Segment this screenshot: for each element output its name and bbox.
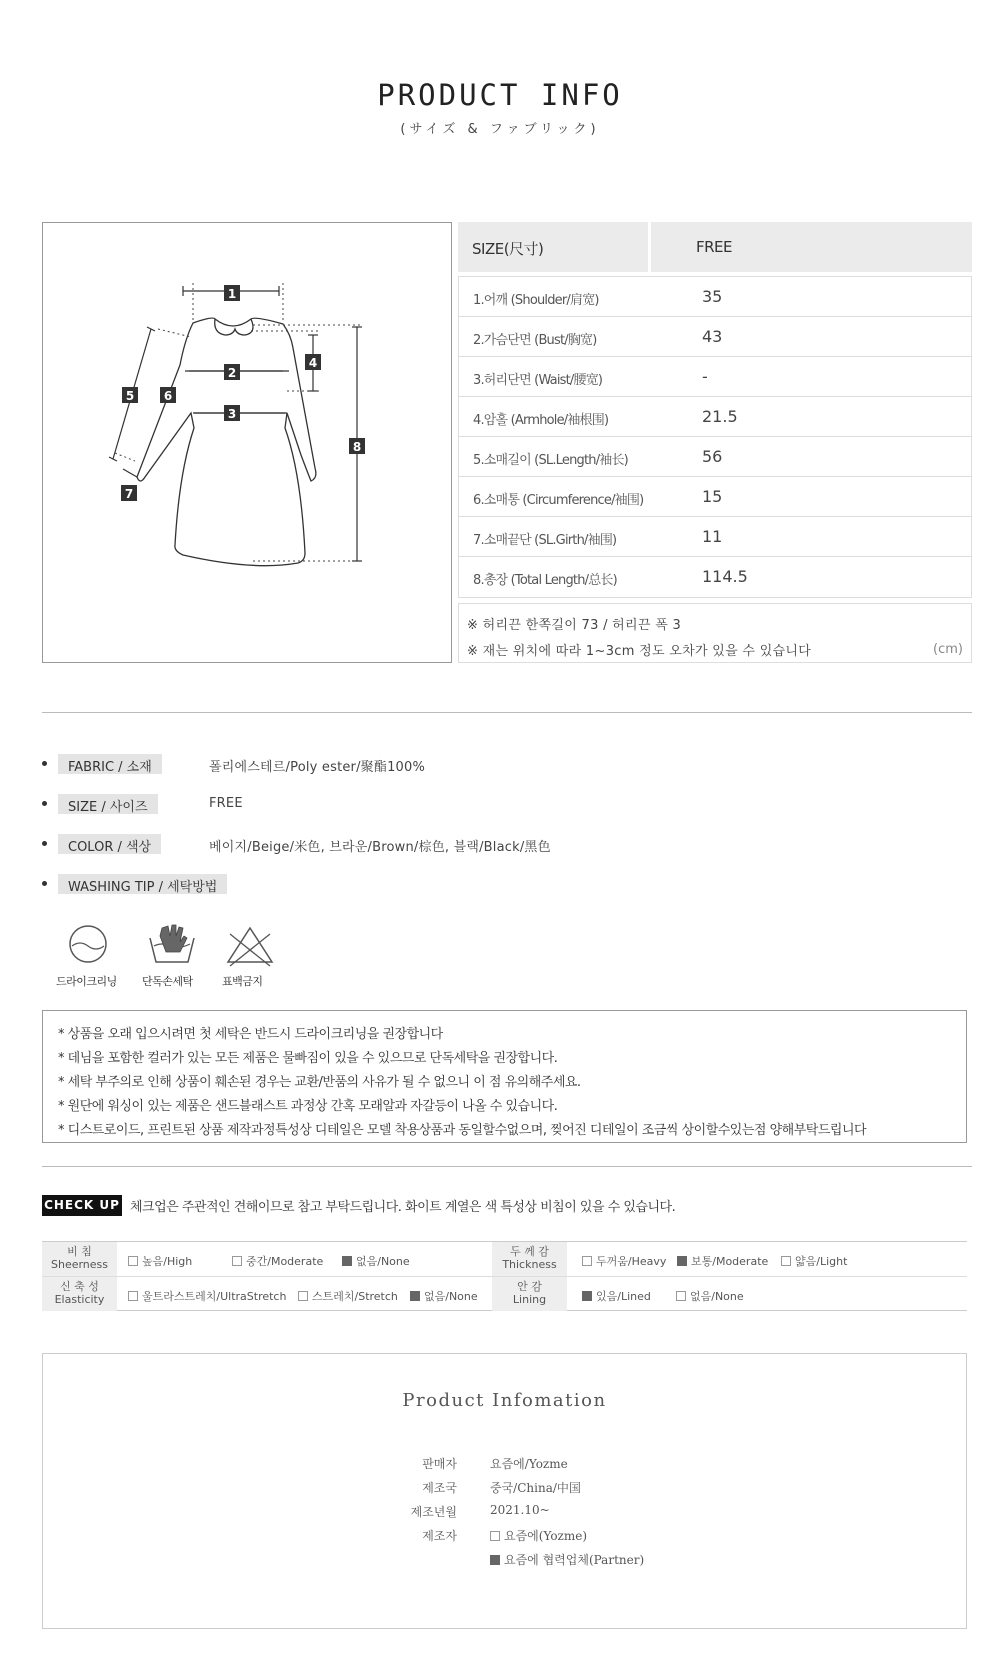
- row-label: 8.총장 (Total Length/总长): [473, 573, 617, 588]
- seller-value: 요즘에/Yozme: [490, 1457, 568, 1471]
- lining-option[interactable]: 있음/Lined: [582, 1288, 651, 1304]
- bullet-icon: [42, 801, 47, 806]
- size-notes: [458, 603, 972, 663]
- washing-label: WASHING TIP / 세탁방법: [58, 874, 227, 894]
- date-value: 2021.10~: [490, 1503, 550, 1517]
- table-row: [459, 557, 971, 597]
- caution-line: * 디스트로이드, 프린트된 상품 제작과정특성상 디테일은 모델 착용상품과 동일할수없으며, 찢어진 디테일이 조금씩 상이할수있는점 양해부탁드립니다: [58, 1123, 867, 1138]
- sheerness-option[interactable]: 높음/High: [128, 1253, 192, 1269]
- country-value: 중국/China/中国: [490, 1481, 581, 1495]
- checkbox-icon: [582, 1256, 592, 1266]
- checkup-text: 체크업은 주관적인 견해이므로 참고 부탁드립니다. 화이트 계열은 색 특성상 비침이 있을 수 있습니다.: [130, 1200, 676, 1215]
- bullet-icon: [42, 881, 47, 886]
- table-row: [459, 437, 971, 477]
- svg-text:8: 8: [352, 440, 362, 454]
- caution-line: * 상품을 오래 입으시려면 첫 세탁은 반드시 드라이크리닝을 권장합니다: [58, 1027, 443, 1042]
- color-value: 베이지/Beige/米色, 브라운/Brown/棕色, 블랙/Black/黑色: [209, 840, 551, 855]
- maker-key: 제조자: [422, 1529, 457, 1543]
- table-row: [459, 317, 971, 357]
- checkbox-icon: [232, 1256, 242, 1266]
- dress-sketch-icon: [43, 223, 451, 662]
- svg-text:4: 4: [308, 356, 318, 370]
- unit-label: (cm): [933, 642, 963, 657]
- table-row: [459, 517, 971, 557]
- row-value: 11: [702, 527, 723, 546]
- row-value: 56: [702, 447, 723, 466]
- checkbox-checked-icon: [342, 1256, 352, 1266]
- row-label: 4.암홀 (Armhole/袖根围): [473, 413, 609, 428]
- row-value: 35: [702, 287, 723, 306]
- sheerness-option[interactable]: 중간/Moderate: [232, 1253, 323, 1269]
- fabric-label: FABRIC / 소재: [58, 754, 162, 774]
- checkbox-icon: [128, 1291, 138, 1301]
- row-label: 1.어깨 (Shoulder/肩宽): [473, 293, 599, 308]
- date-key: 제조년월: [410, 1505, 457, 1519]
- size-table-header: [458, 222, 972, 272]
- checkbox-icon: [676, 1291, 686, 1301]
- row-label: 5.소매길이 (SL.Length/袖长): [473, 453, 628, 468]
- row-value: 43: [702, 327, 723, 346]
- thickness-option[interactable]: 보통/Moderate: [677, 1253, 768, 1269]
- row-value: 114.5: [702, 567, 748, 586]
- row-label: 2.가슴단면 (Bust/胸宽): [473, 333, 597, 348]
- sheerness-option[interactable]: 없음/None: [342, 1253, 410, 1269]
- no-bleach-label: 표백금지: [222, 975, 263, 988]
- checkbox-checked-icon: [490, 1555, 500, 1565]
- svg-text:5: 5: [125, 389, 135, 403]
- bullet-icon: [42, 841, 47, 846]
- maker-option[interactable]: 요즘에(Yozme): [490, 1527, 587, 1544]
- note-text: ※ 허리끈 한쪽길이 73 / 허리끈 폭 3: [467, 618, 682, 633]
- page-title: PRODUCT INFO: [377, 78, 623, 112]
- caution-box: [42, 1010, 967, 1143]
- checkbox-icon: [781, 1256, 791, 1266]
- size-table: [458, 276, 972, 598]
- color-label: COLOR / 색상: [58, 834, 161, 854]
- checkbox-icon: [298, 1291, 308, 1301]
- fabric-check-table: [42, 1241, 967, 1311]
- seller-key: 판매자: [422, 1457, 457, 1471]
- fabric-value: 폴리에스테르/Poly ester/聚酯100%: [209, 760, 426, 775]
- divider: [42, 712, 972, 713]
- elasticity-option[interactable]: 없음/None: [410, 1288, 478, 1304]
- caution-line: * 세탁 부주의로 인해 상품이 훼손된 경우는 교환/반품의 사유가 될 수 없으니 이 점 유의해주세요.: [58, 1075, 581, 1090]
- table-row: [459, 477, 971, 517]
- svg-text:1: 1: [227, 287, 237, 301]
- sheerness-header: 비 침 Sheerness: [42, 1242, 117, 1276]
- elasticity-header: 신 축 성 Elasticity: [42, 1277, 117, 1311]
- row-label: 7.소매끝단 (SL.Girth/袖围): [473, 533, 617, 548]
- divider: [42, 1166, 972, 1167]
- svg-text:6: 6: [163, 389, 173, 403]
- row-value: 21.5: [702, 407, 738, 426]
- checkbox-icon: [128, 1256, 138, 1266]
- note-text: ※ 재는 위치에 따라 1~3cm 정도 오차가 있을 수 있습니다: [467, 644, 812, 659]
- table-row: [459, 277, 971, 317]
- dry-clean-label: 드라이크리닝: [56, 975, 117, 988]
- measurement-diagram: [42, 222, 452, 663]
- table-row: [459, 357, 971, 397]
- lining-option[interactable]: 없음/None: [676, 1288, 744, 1304]
- thickness-option[interactable]: 두꺼움/Heavy: [582, 1253, 666, 1269]
- size-label: SIZE / 사이즈: [58, 794, 158, 814]
- svg-text:7: 7: [124, 487, 134, 501]
- hand-wash-label: 단독손세탁: [142, 975, 193, 988]
- size-column-header: SIZE(尺寸): [472, 240, 544, 258]
- row-label: 6.소매통 (Circumference/袖围): [473, 493, 644, 508]
- row-label: 3.허리단면 (Waist/腰宽): [473, 373, 603, 388]
- product-information-title: Product Infomation: [402, 1390, 607, 1411]
- checkup-badge: CHECK UP: [42, 1195, 122, 1216]
- page-subtitle: (サイズ & ファブリック): [400, 122, 600, 137]
- svg-text:2: 2: [227, 366, 237, 380]
- product-information-box: [42, 1353, 967, 1629]
- checkbox-checked-icon: [582, 1291, 592, 1301]
- svg-text:3: 3: [227, 407, 237, 421]
- thickness-header: 두 께 감 Thickness: [492, 1242, 567, 1276]
- free-column-header: FREE: [696, 238, 733, 256]
- bullet-icon: [42, 761, 47, 766]
- checkbox-icon: [490, 1531, 500, 1541]
- thickness-option[interactable]: 얇음/Light: [781, 1253, 847, 1269]
- maker-option[interactable]: 요즘에 협력업체(Partner): [490, 1551, 644, 1568]
- caution-line: * 원단에 워싱이 있는 제품은 샌드블래스트 과정상 간혹 모래알과 자갈등이 나올 수 있습니다.: [58, 1099, 558, 1114]
- row-value: -: [702, 367, 708, 386]
- country-key: 제조국: [422, 1481, 457, 1495]
- checkbox-checked-icon: [677, 1256, 687, 1266]
- size-value: FREE: [209, 796, 243, 811]
- checkbox-checked-icon: [410, 1291, 420, 1301]
- row-value: 15: [702, 487, 723, 506]
- elasticity-option[interactable]: 울트라스트레치/UltraStretch: [128, 1288, 286, 1304]
- elasticity-option[interactable]: 스트레치/Stretch: [298, 1288, 398, 1304]
- table-row: [459, 397, 971, 437]
- lining-header: 안 감 Lining: [492, 1277, 567, 1311]
- caution-line: * 데님을 포함한 컬러가 있는 모든 제품은 물빠짐이 있을 수 있으므로 단독세탁을 권장합니다.: [58, 1051, 558, 1066]
